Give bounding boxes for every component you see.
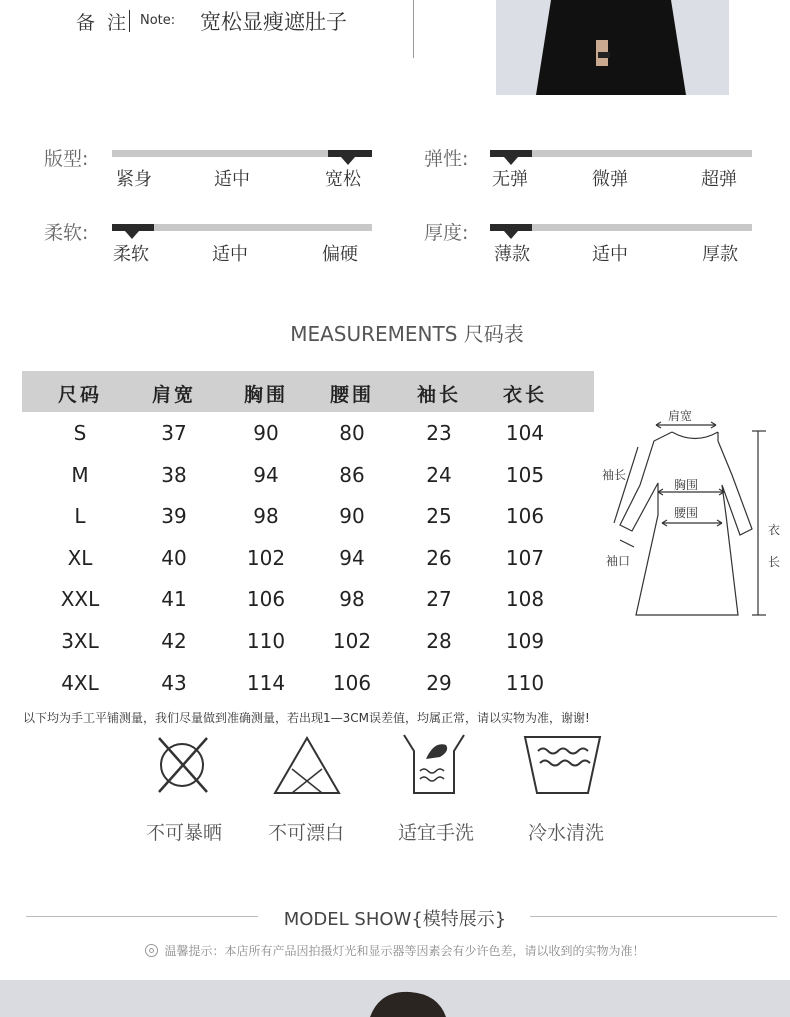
size-table-cell: 107 (505, 546, 545, 570)
diagram-length-label: 衣 (768, 523, 781, 537)
care-label-no-bleach: 不可漂白 (267, 822, 344, 844)
size-table-size-cell: 3XL (61, 629, 99, 653)
fit-pointer-icon (341, 157, 355, 165)
measurement-disclaimer: 以下均为手工平铺测量，我们尽量做到准确测量，若出现1—3CM误差值，均属正常，请以实物为准，谢谢! (23, 711, 590, 725)
size-table-cell: 43 (161, 671, 187, 695)
elasticity-pointer-icon (504, 157, 518, 165)
hand-wash-icon (400, 733, 470, 797)
no-sun-dry-icon (149, 733, 219, 797)
size-table-cell: 42 (161, 629, 187, 653)
size-table-cell: 106 (246, 587, 286, 611)
softness-label: 柔软: (44, 222, 89, 244)
note-en-label: Note: (140, 13, 176, 28)
cold-wash-icon (522, 733, 602, 797)
size-table-cell: 86 (339, 463, 365, 487)
size-table-cell: 40 (161, 546, 187, 570)
size-table-cell: 23 (426, 421, 452, 445)
thickness-option-medium: 适中 (592, 244, 628, 265)
care-label-cold-wash: 冷水清洗 (527, 822, 604, 844)
fit-scale (112, 150, 372, 157)
note-text: 宽松显瘦遮肚子 (200, 10, 347, 34)
diagram-shoulder-label: 肩宽 (668, 409, 693, 423)
size-table-cell: 24 (426, 463, 452, 487)
size-table-cell: 90 (253, 421, 279, 445)
tip-text: 温馨提示：本店所有产品因拍摄灯光和显示器等因素会有少许色差，请以收到的实物为准！ (164, 944, 645, 958)
size-table-size-cell: M (71, 463, 89, 487)
elasticity-scale-fill (490, 150, 532, 157)
size-table-cell: 98 (339, 587, 365, 611)
fit-option-medium: 适中 (214, 169, 250, 190)
softness-scale-fill (112, 224, 154, 231)
size-table-cell: 102 (246, 546, 286, 570)
size-table-cell: 37 (161, 421, 187, 445)
size-table-cell: 38 (161, 463, 187, 487)
care-label-hand-wash: 适宜手洗 (397, 822, 474, 844)
size-table-cell: 110 (505, 671, 545, 695)
size-table-cell: 94 (339, 546, 365, 570)
model-photo-top (496, 0, 729, 95)
size-table-cell: 25 (426, 504, 452, 528)
thickness-scale-fill (490, 224, 532, 231)
size-table-cell: 94 (253, 463, 279, 487)
size-table-size-cell: XL (67, 546, 93, 570)
color-difference-tip (0, 942, 790, 959)
softness-scale (112, 224, 372, 231)
size-table-size-cell: 4XL (61, 671, 99, 695)
note-divider (129, 10, 130, 32)
elasticity-scale (490, 150, 752, 157)
size-table-cell: 90 (339, 504, 365, 528)
elasticity-option-slight: 微弹 (592, 169, 628, 190)
size-table-cell: 109 (505, 629, 545, 653)
diagram-chest-label: 胸围 (674, 478, 699, 492)
size-table-cell: 80 (339, 421, 365, 445)
size-table-cell: 105 (505, 463, 545, 487)
thickness-option-thick: 厚款 (702, 244, 738, 265)
size-table-cell: 106 (332, 671, 372, 695)
size-table-cell: 26 (426, 546, 452, 570)
no-bleach-icon (272, 733, 342, 797)
size-table-cell: 104 (505, 421, 545, 445)
softness-option-medium: 适中 (212, 244, 248, 265)
softness-option-hard: 偏硬 (322, 244, 358, 265)
size-table-cell: 108 (505, 587, 545, 611)
elasticity-option-super: 超弹 (701, 169, 737, 190)
fit-label: 版型: (44, 148, 89, 170)
size-table-cell: 28 (426, 629, 452, 653)
size-table-cell: 27 (426, 587, 452, 611)
thickness-scale (490, 224, 752, 231)
diagram-sleeve-label: 袖长 (602, 468, 627, 482)
size-table-cell: 102 (332, 629, 372, 653)
fit-option-tight: 紧身 (116, 169, 152, 190)
size-table-cell: 98 (253, 504, 279, 528)
size-table-size-cell: L (74, 504, 86, 528)
size-table-cell: 106 (505, 504, 545, 528)
measurements-title: MEASUREMENTS 尺码表 (290, 322, 524, 346)
size-table-header-cell: 尺码 (57, 384, 102, 406)
diagram-waist-label: 腰围 (674, 506, 699, 520)
size-table-header-cell: 袖长 (416, 384, 461, 406)
size-table-header-cell: 衣长 (502, 384, 547, 406)
thickness-pointer-icon (504, 231, 518, 239)
note-label: 备 注 (76, 12, 130, 34)
size-table-size-cell: XXL (60, 587, 100, 611)
model-hair-icon (0, 980, 790, 1017)
care-label-no-sun: 不可暴晒 (145, 822, 222, 844)
size-table-cell: 110 (246, 629, 286, 653)
model-show-title: MODEL SHOW{模特展示} (283, 909, 507, 930)
thickness-option-thin: 薄款 (494, 244, 530, 265)
elasticity-option-none: 无弹 (492, 169, 528, 190)
size-table-header-cell: 腰围 (329, 384, 374, 406)
dress-measurement-diagram (600, 405, 790, 620)
softness-pointer-icon (125, 231, 139, 239)
model-photo-bottom (0, 980, 790, 1017)
diagram-length-label: 长 (768, 555, 781, 569)
size-table-cell: 114 (246, 671, 286, 695)
softness-option-soft: 柔软 (113, 244, 149, 265)
vertical-divider (413, 0, 414, 58)
size-table-cell: 29 (426, 671, 452, 695)
size-table-cell: 39 (161, 504, 187, 528)
size-table-header-cell: 肩宽 (151, 384, 196, 406)
tip-circle-icon (145, 944, 158, 957)
fit-scale-fill (328, 150, 372, 157)
thickness-label: 厚度: (424, 222, 469, 244)
diagram-cuff-label: 袖口 (606, 554, 631, 568)
size-table-header-cell: 胸围 (243, 384, 288, 406)
size-table-size-cell: S (73, 421, 87, 445)
size-table-cell: 41 (161, 587, 187, 611)
dress-photo-icon (496, 0, 729, 95)
fit-option-loose: 宽松 (325, 169, 361, 190)
elasticity-label: 弹性: (424, 148, 469, 170)
